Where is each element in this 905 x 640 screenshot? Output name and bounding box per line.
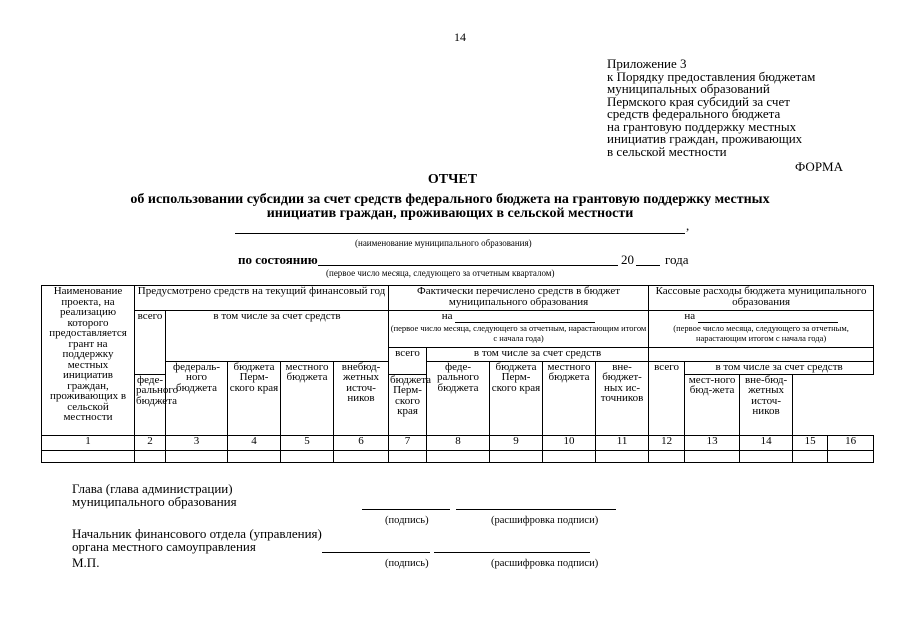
group-planned-header: Предусмотрено средств на текущий финансовый год: [135, 286, 389, 311]
fin-decoding-line: [434, 552, 590, 553]
expenses-federal-header: феде-рального бюджета: [135, 374, 166, 435]
col-number: 4: [228, 436, 281, 450]
col-number: 15: [793, 436, 828, 450]
table-row: [42, 450, 874, 462]
appendix-line: средств федерального бюджета: [607, 106, 781, 121]
fin-signature-line: [322, 552, 430, 553]
appendix-line: инициатив граждан, проживающих: [607, 131, 803, 146]
as-of-blank-line: [318, 265, 618, 266]
transferred-date-cell: [389, 310, 649, 348]
col-number: 2: [135, 436, 166, 450]
group-expenses-title: Кассовые расходы бюджета муниципального образования: [655, 285, 867, 308]
fin-title-line1: Начальник финансового отдела (управления): [72, 526, 322, 541]
fin-decoding-hint: (расшифровка подписи): [491, 558, 599, 569]
as-of-label: по состоянию: [238, 252, 318, 267]
appendix-line: на грантовую поддержку местных: [607, 118, 797, 134]
head-signature-line: [362, 509, 450, 510]
col-number: 14: [740, 436, 793, 450]
expenses-regional-header: бюджета Перм-ского края: [389, 374, 427, 435]
col-number: 7: [389, 436, 427, 450]
col-number: 1: [42, 436, 135, 450]
expenses-spacer: [649, 348, 874, 361]
transferred-total-header: всего: [389, 348, 427, 375]
expenses-local-header: мест-ного бюд-жета: [685, 374, 740, 435]
appendix-line: в сельской местности: [607, 143, 727, 159]
report-table: [41, 285, 874, 463]
head-decoding-line: [456, 509, 616, 510]
planned-total-header: всего: [135, 310, 166, 374]
transferred-local-header: местного бюджета: [543, 361, 596, 436]
head-signature-hint: (подпись): [385, 515, 429, 526]
col-number: 11: [596, 436, 649, 450]
col-number: 8: [427, 436, 490, 450]
form-label: ФОРМА: [795, 159, 843, 174]
appendix-line: муниципальных образований: [607, 81, 770, 96]
as-of-hint: (первое число месяца, следующего за отчетным кварталом): [326, 268, 555, 278]
group-transferred-title: Фактически перечислено средств в бюджет муниципального образования: [417, 285, 621, 308]
appendix-block: [607, 58, 815, 158]
transferred-federal-header: феде-рального бюджета: [427, 361, 490, 436]
col-number: 6: [334, 436, 389, 450]
expenses-date-blank: [698, 311, 838, 323]
planned-regional-header: бюджета Перм-ского края: [228, 361, 281, 436]
transferred-on-label: на: [441, 309, 453, 322]
stamp-label: М.П.: [72, 555, 100, 570]
municipality-hint: (наименование муниципального образования): [355, 238, 532, 248]
col-number: 13: [685, 436, 740, 450]
appendix-line: к Порядку предоставления бюджетам: [607, 68, 816, 84]
planned-incl-header: в том числе за счет средств: [166, 310, 389, 361]
year-suffix: года: [665, 252, 689, 267]
col-number: 10: [543, 436, 596, 450]
report-subtitle: об использовании субсидии за счет средств федерального бюджета на грантовую поддержку местных инициатив граждан, проживающих в сельской местности: [130, 192, 770, 221]
transferred-incl-header: в том числе за счет средств: [427, 348, 649, 361]
col-project-header: Наименование проекта, на реализацию которого предоставляется грант на поддержку местных инициатив граждан, проживающих в сельской местности: [42, 286, 135, 436]
col-number: 5: [281, 436, 334, 450]
planned-extra-header: внебюд-жетных источ-ников: [334, 361, 389, 436]
municipality-blank-line: [235, 233, 685, 234]
year-blank-line: [636, 265, 660, 266]
transferred-date-blank: [455, 311, 595, 323]
group-transferred-header: [389, 286, 649, 311]
col-number: 12: [649, 436, 685, 450]
expenses-on-label: на: [684, 309, 696, 322]
transferred-date-note: (первое число месяца, следующего за отчетным, нарастающим итогом с начала года): [390, 322, 647, 343]
expenses-extra-header: вне-бюд-жетных источ-ников: [740, 374, 793, 435]
fin-signature-hint: (подпись): [385, 558, 429, 569]
appendix-line: Пермского края субсидий за счет: [607, 93, 790, 109]
expenses-incl-header: в том числе за счет средств: [685, 361, 874, 374]
col-number: 3: [166, 436, 228, 450]
expenses-total-header: всего: [649, 361, 685, 436]
transferred-regional-header: бюджета Перм-ского края: [490, 361, 543, 436]
planned-federal-header: федераль-ного бюджета: [166, 361, 228, 436]
report-title: ОТЧЕТ: [427, 172, 478, 187]
municipality-comma: ,: [686, 218, 690, 233]
planned-local-header: местного бюджета: [281, 361, 334, 436]
expenses-date-cell: [649, 310, 874, 348]
year-prefix: 20: [621, 252, 634, 267]
appendix-line: Приложение 3: [607, 56, 687, 71]
expenses-date-note: (первое число месяца, следующего за отчетным, нарастающим итогом с начала года): [673, 322, 849, 343]
head-decoding-hint: (расшифровка подписи): [491, 515, 599, 526]
col-number: 9: [490, 436, 543, 450]
group-expenses-header: [649, 286, 874, 311]
page-number: 14: [454, 30, 466, 44]
fin-title-line2: органа местного самоуправления: [72, 539, 256, 554]
col-number: 16: [828, 436, 874, 450]
head-title-line1: Глава (глава администрации): [72, 481, 233, 496]
head-title-line2: муниципального образования: [72, 494, 237, 509]
transferred-extra-header: вне-бюджет-ных ис-точников: [596, 361, 649, 436]
